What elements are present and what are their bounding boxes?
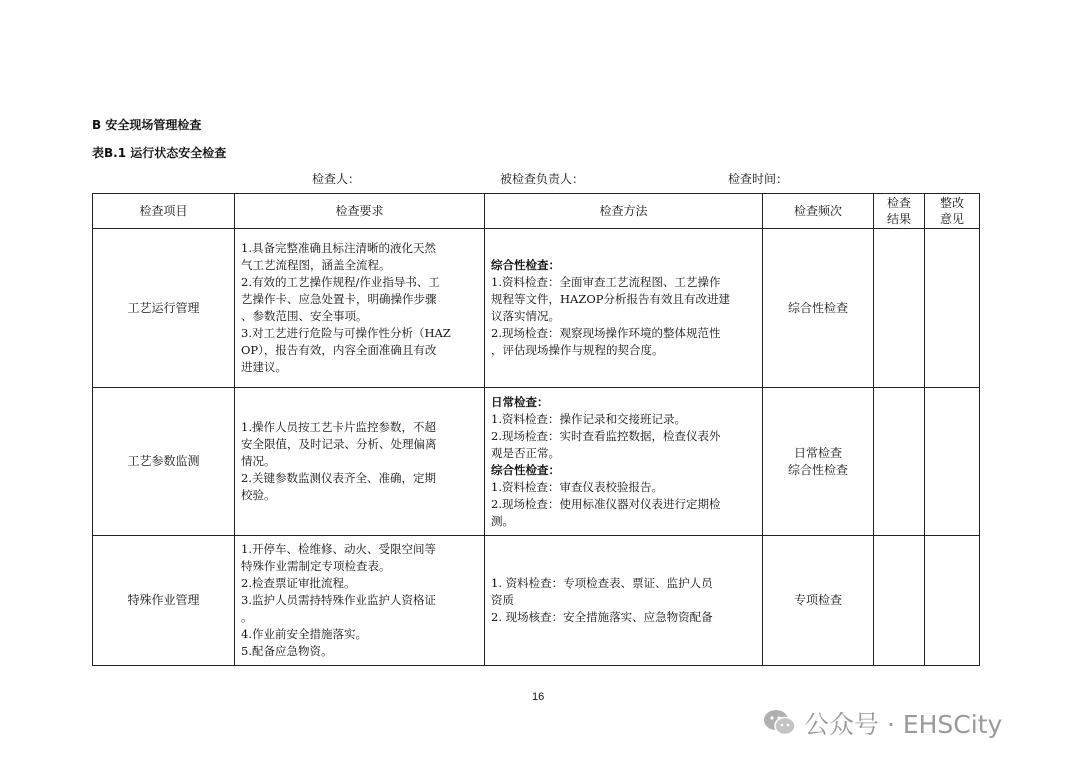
requirement-line: 情况。 — [241, 454, 276, 468]
method-line: 测。 — [491, 513, 514, 528]
frequency-line: 综合性检查 — [787, 300, 848, 315]
inspection-table — [92, 193, 980, 666]
wechat-icon — [762, 708, 798, 738]
method-line: 1. 资料检查：专项检查表、票证、监护人员 — [491, 576, 713, 590]
method-line: 1.资料检查：全面审查工艺流程图、工艺操作 — [491, 275, 721, 289]
header-frequency: 检查频次 — [763, 194, 874, 229]
method-line: 2. 现场核查：安全措施落实、应急物资配备 — [491, 610, 713, 624]
cell-method — [485, 536, 763, 666]
header-opinion-line2: 意见 — [939, 212, 964, 226]
method-line: ，评估现场操作与规程的契合度。 — [491, 343, 664, 357]
method-line: 1.资料检查：操作记录和交接班记录。 — [491, 411, 686, 426]
requirement-line: 3.监护人员需持特殊作业监护人资格证 — [241, 593, 436, 607]
cell-requirement — [235, 388, 485, 536]
section-title: B 安全现场管理检查 — [92, 118, 202, 132]
table-header-row — [93, 194, 980, 229]
cell-item: 工艺参数监测 — [93, 388, 235, 536]
method-line: 综合性检查： — [491, 258, 560, 272]
cell-frequency — [763, 536, 874, 666]
requirement-line: 气工艺流程图，涵盖全流程。 — [241, 258, 391, 272]
watermark-text: 公众号 · EHSCity — [804, 710, 1003, 739]
table-row — [93, 536, 980, 666]
requirement-line: 3.对工艺进行危险与可操作性分析（HAZ — [241, 326, 451, 340]
cell-method — [485, 388, 763, 536]
cell-opinion[interactable] — [925, 536, 980, 666]
requirement-line: 1.开停车、检维修、动火、受限空间等 — [241, 542, 436, 556]
header-result-line2: 结果 — [886, 212, 911, 226]
inspector-label: 检查人： — [312, 172, 361, 186]
table-row — [93, 388, 980, 536]
cell-method — [485, 229, 763, 388]
header-item: 检查项目 — [93, 194, 235, 229]
frequency-line: 综合性检查 — [787, 462, 848, 477]
header-method: 检查方法 — [485, 194, 763, 229]
header-opinion-line1: 整改 — [939, 196, 964, 210]
requirement-line: 4.作业前安全措施落实。 — [241, 627, 367, 641]
requirement-line: 2.关键参数监测仪表齐全、准确，定期 — [241, 471, 436, 485]
method-line: 日常检查： — [491, 394, 549, 409]
method-line: 规程等文件，HAZOP分析报告有效且有改进建 — [491, 292, 730, 306]
requirement-line: 5.配备应急物资。 — [241, 644, 333, 658]
method-line: 资质 — [491, 593, 514, 607]
cell-item: 特殊作业管理 — [93, 536, 235, 666]
requirement-line: 安全限值，及时记录、分析、处理偏离 — [241, 437, 437, 451]
cell-frequency — [763, 229, 874, 388]
header-requirement: 检查要求 — [235, 194, 485, 229]
method-line: 议落实情况。 — [491, 309, 560, 323]
method-line: 2.现场检查：使用标准仪器对仪表进行定期检 — [491, 496, 721, 511]
requirement-line: 1.具备完整准确且标注清晰的液化天然 — [241, 241, 436, 255]
table-row — [93, 229, 980, 388]
cell-result[interactable] — [874, 388, 925, 536]
frequency-line: 日常检查 — [793, 445, 842, 460]
page-number: 16 — [532, 691, 545, 703]
responsible-label: 被检查负责人： — [500, 172, 585, 186]
requirement-line: 2.有效的工艺操作规程/作业指导书、工 — [241, 275, 440, 289]
cell-frequency — [763, 388, 874, 536]
method-line: 2.现场检查：实时查看监控数据，检查仪表外 — [491, 428, 721, 443]
requirement-line: 1.操作人员按工艺卡片监控参数，不超 — [241, 420, 436, 434]
cell-requirement — [235, 536, 485, 666]
method-line: 2.现场检查：观察现场操作环境的整体规范性 — [491, 326, 721, 340]
requirement-line: 。 — [241, 610, 253, 624]
cell-requirement — [235, 229, 485, 388]
requirement-line: 特殊作业需制定专项检查表。 — [241, 559, 391, 573]
requirement-line: 、参数范围、安全事项。 — [241, 309, 368, 323]
requirement-line: 校验。 — [241, 488, 276, 502]
requirement-line: 进建议。 — [241, 360, 287, 374]
cell-item: 工艺运行管理 — [93, 229, 235, 388]
frequency-line: 专项检查 — [793, 593, 842, 607]
cell-opinion[interactable] — [925, 229, 980, 388]
watermark — [762, 705, 1002, 741]
header-result-line1: 检查 — [886, 196, 911, 210]
cell-opinion[interactable] — [925, 388, 980, 536]
cell-result[interactable] — [874, 229, 925, 388]
header-result — [874, 194, 925, 229]
requirement-line: 2.检查票证审批流程。 — [241, 576, 356, 590]
method-line: 综合性检查： — [491, 462, 560, 477]
requirement-line: OP），报告有效，内容全面准确且有改 — [241, 343, 437, 357]
cell-result[interactable] — [874, 536, 925, 666]
method-line: 观是否正常。 — [491, 445, 560, 460]
time-label: 检查时间： — [728, 172, 789, 186]
method-line: 1.资料检查：审查仪表校验报告。 — [491, 479, 663, 494]
table-title: 表B.1 运行状态安全检查 — [92, 146, 227, 160]
header-opinion — [925, 194, 980, 229]
requirement-line: 艺操作卡、应急处置卡，明确操作步骤 — [241, 292, 437, 306]
